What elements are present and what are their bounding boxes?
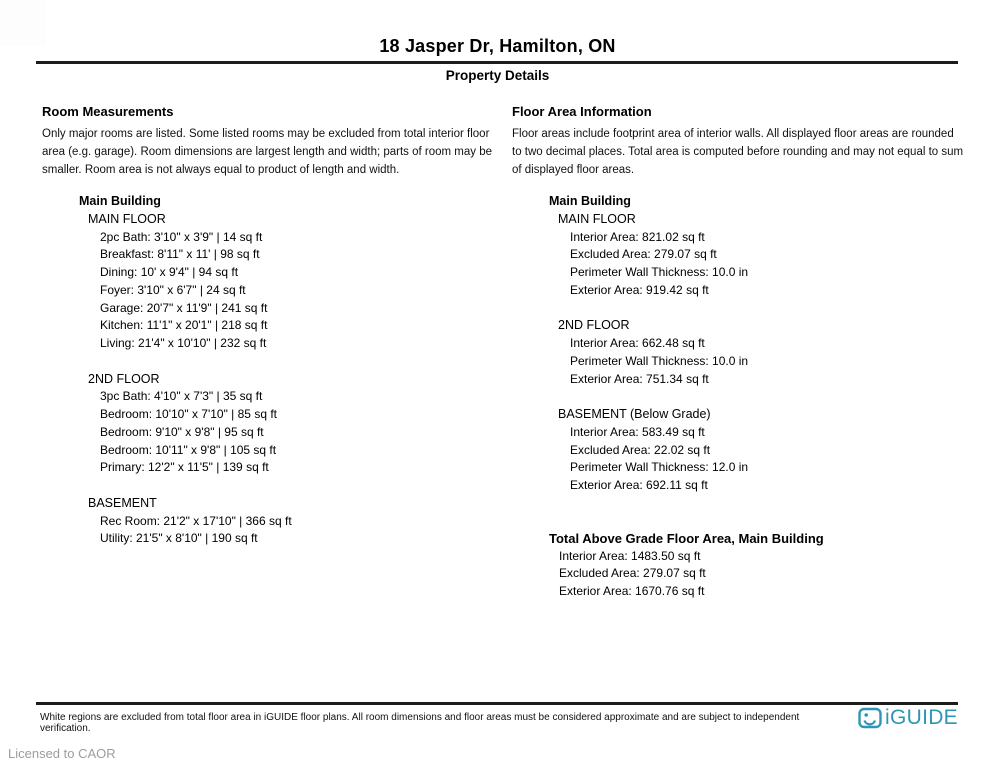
area-stat-item: Exterior Area: 751.34 sq ft — [570, 371, 709, 386]
room-measurements-intro — [42, 104, 494, 179]
footer-divider — [36, 702, 958, 705]
page-title: 18 Jasper Dr, Hamilton, ON — [379, 36, 616, 56]
area-stat-item: Perimeter Wall Thickness: 10.0 in — [570, 265, 749, 279]
room-measurements-floors — [79, 211, 419, 548]
floor-name: BASEMENT — [88, 495, 157, 510]
room-item: Rec Room: 21'2" x 17'10" | 366 sq ft — [100, 513, 292, 528]
iguide-logo-text: iGUIDE — [885, 706, 958, 729]
floor-name: BASEMENT (Below Grade) — [558, 407, 711, 421]
area-stat-item: Excluded Area: 22.02 sq ft — [570, 442, 711, 457]
building-name: Main Building — [79, 194, 161, 208]
room-measurements-description: Only major rooms are listed. Some listed rooms may be excluded from total interior floor area (e.g. garage). Room dimensions are largest length and width; parts of room may be smaller. Room area is not always equal to product of length and width. — [42, 128, 493, 176]
total-stat-item: Excluded Area: 279.07 sq ft — [559, 566, 706, 581]
floor-name: MAIN FLOOR — [558, 211, 636, 226]
floor-group — [79, 495, 419, 548]
room-item: Dining: 10' x 9'4" | 94 sq ft — [100, 265, 239, 279]
floor-group — [549, 317, 909, 388]
room-item: Garage: 20'7" x 11'9" | 241 sq ft — [100, 300, 268, 315]
room-item: Bedroom: 10'10" x 7'10" | 85 sq ft — [100, 407, 277, 421]
floor-area-heading: Floor Area Information — [512, 104, 652, 119]
area-stat-item: Exterior Area: 692.11 sq ft — [570, 478, 708, 492]
room-item: Living: 21'4" x 10'10" | 232 sq ft — [100, 336, 267, 350]
room-item: 2pc Bath: 3'10" x 3'9" | 14 sq ft — [100, 229, 263, 244]
room-measurements-heading: Room Measurements — [42, 104, 174, 119]
room-item: Breakfast: 8'11" x 11' | 98 sq ft — [100, 247, 260, 262]
total-above-grade-heading: Total Above Grade Floor Area, Main Building — [549, 530, 824, 546]
area-stat-item: Excluded Area: 279.07 sq ft — [570, 247, 717, 262]
total-above-grade-stats — [549, 548, 909, 601]
floor-group — [549, 406, 909, 495]
total-stat-item: Interior Area: 1483.50 sq ft — [559, 548, 701, 563]
header-divider — [36, 61, 958, 64]
floor-area-list — [549, 193, 909, 601]
floor-name: 2ND FLOOR — [88, 371, 160, 386]
floor-group — [79, 371, 419, 478]
room-item: Primary: 12'2" x 11'5" | 139 sq ft — [100, 460, 269, 475]
room-item: Foyer: 3'10" x 6'7" | 24 sq ft — [100, 282, 246, 297]
license-note: Licensed to CAOR — [8, 746, 116, 761]
floor-name: MAIN FLOOR — [88, 211, 166, 226]
area-stat-item: Exterior Area: 919.42 sq ft — [570, 282, 709, 297]
total-above-grade-section — [549, 530, 909, 601]
iguide-camera-icon — [858, 707, 882, 729]
iguide-logo — [858, 706, 958, 730]
floor-group — [79, 211, 419, 353]
room-item: Bedroom: 10'11" x 9'8" | 105 sq ft — [100, 442, 277, 457]
floor-area-floors — [549, 211, 909, 495]
room-item: Utility: 21'5" x 8'10" | 190 sq ft — [100, 531, 258, 546]
room-item: Bedroom: 9'10" x 9'8" | 95 sq ft — [100, 424, 264, 439]
page-subtitle: Property Details — [445, 68, 550, 83]
building-name: Main Building — [549, 194, 631, 208]
area-stat-item: Interior Area: 821.02 sq ft — [570, 229, 705, 244]
floor-area-intro — [512, 104, 964, 179]
footer-disclaimer: White regions are excluded from total floor area in iGUIDE floor plans. All room dimensions and floor areas must be considered approximate and are subject to independent verification. — [40, 712, 800, 734]
room-item: 3pc Bath: 4'10" x 7'3" | 35 sq ft — [100, 389, 263, 404]
area-stat-item: Perimeter Wall Thickness: 12.0 in — [570, 460, 749, 475]
room-measurements-list — [79, 193, 419, 548]
area-stat-item: Interior Area: 662.48 sq ft — [570, 336, 705, 350]
floor-area-description: Floor areas include footprint area of interior walls. All displayed floor areas are rounded to two decimal places. Total area is computed before rounding and may not equal to sum of displayed floor areas. — [512, 128, 964, 176]
room-item: Kitchen: 11'1" x 20'1" | 218 sq ft — [100, 318, 268, 333]
floor-group — [549, 211, 909, 300]
area-stat-item: Perimeter Wall Thickness: 10.0 in — [570, 353, 749, 368]
area-stat-item: Interior Area: 583.49 sq ft — [570, 424, 705, 439]
floor-name: 2ND FLOOR — [558, 318, 630, 333]
total-stat-item: Exterior Area: 1670.76 sq ft — [559, 584, 705, 598]
